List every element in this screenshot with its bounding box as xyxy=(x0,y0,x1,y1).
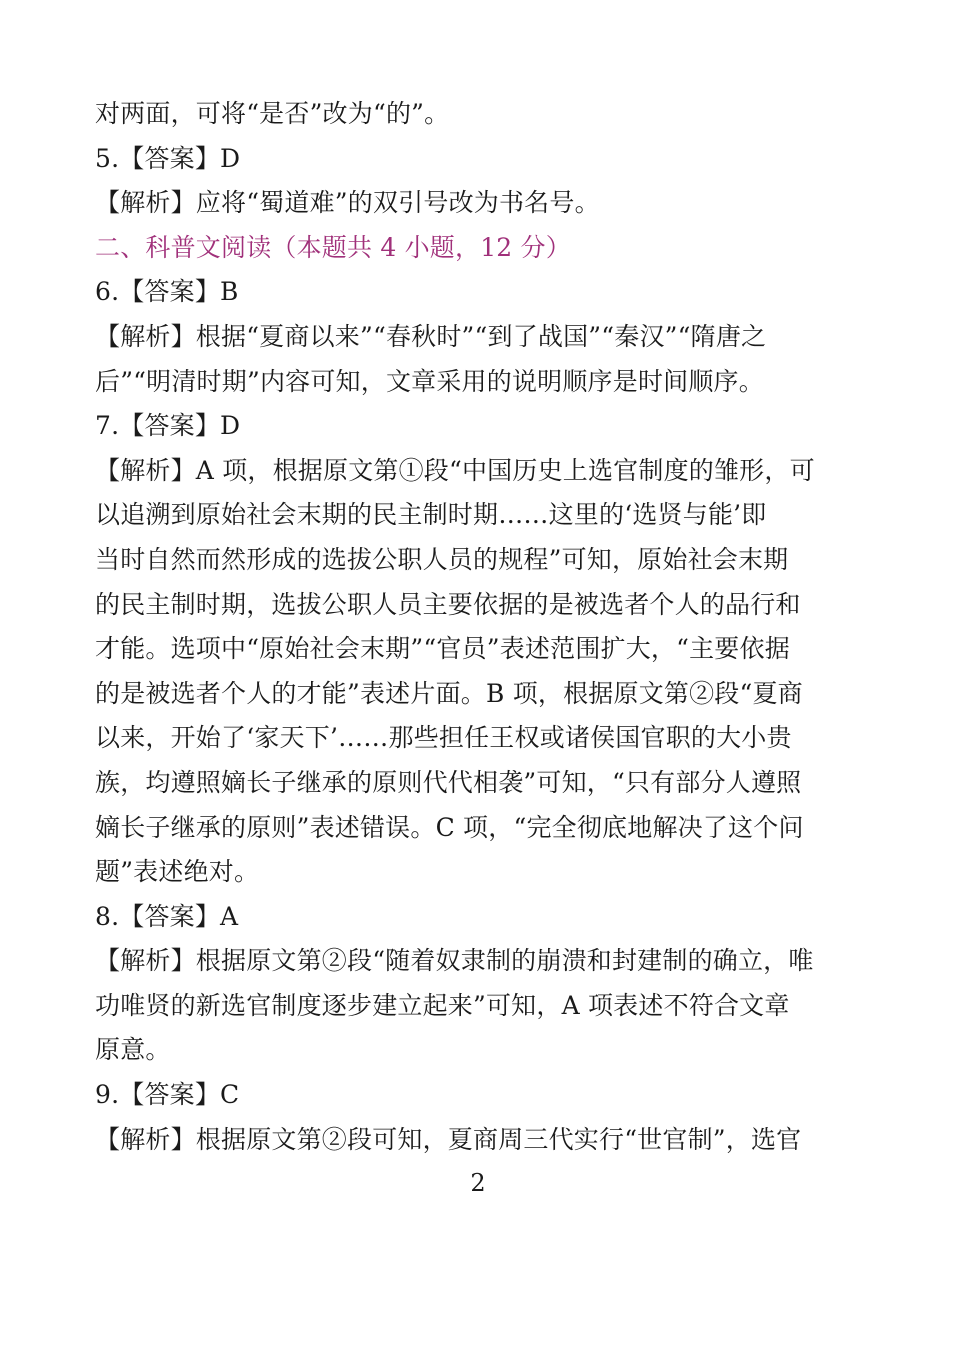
text-line: 当时自然而然形成的选拔公职人员的规程”可知，原始社会末期 xyxy=(95,544,789,574)
text-line: 后”“明清时期”内容可知，文章采用的说明顺序是时间顺序。 xyxy=(95,366,764,396)
answer-line-5: 5.【答案】D xyxy=(95,143,241,173)
text-line: 以追溯到原始社会末期的民主制时期……这里的‘选贤与能’即 xyxy=(95,500,767,530)
analysis-line: 【解析】根据原文第②段“随着奴隶制的崩溃和封建制的确立，唯 xyxy=(95,946,814,976)
analysis-line: 【解析】应将“蜀道难”的双引号改为书名号。 xyxy=(95,188,600,218)
answer-line-6: 6.【答案】B xyxy=(95,277,239,307)
answer-line-9: 9.【答案】C xyxy=(95,1080,240,1110)
analysis-line: 【解析】根据原文第②段可知，夏商周三代实行“世官制”，选官 xyxy=(95,1124,802,1154)
analysis-line: 【解析】根据“夏商以来”“春秋时”“到了战国”“秦汉”“隋唐之 xyxy=(95,321,767,351)
analysis-line: 【解析】A 项，根据原文第①段“中国历史上选官制度的雏形，可 xyxy=(95,455,815,485)
text-line: 的民主制时期，选拔公职人员主要依据的是被选者个人的品行和 xyxy=(95,589,801,619)
text-line: 对两面，可将“是否”改为“的”。 xyxy=(95,99,450,128)
answer-line-7: 7.【答案】D xyxy=(95,411,241,441)
section-heading: 二、科普文阅读（本题共 4 小题，12 分） xyxy=(95,232,571,262)
page-number: 2 xyxy=(470,1169,486,1197)
text-line: 嫡长子继承的原则”表述错误。C 项，“完全彻底地解决了这个问 xyxy=(95,812,804,842)
text-line: 以来，开始了‘家天下’……那些担任王权或诸侯国官职的大小贵 xyxy=(95,723,792,753)
text-line: 的是被选者个人的才能”表述片面。B 项，根据原文第②段“夏商 xyxy=(95,678,803,708)
text-line: 族，均遵照嫡长子继承的原则代代相袭”可知，“只有部分人遵照 xyxy=(95,767,802,797)
answer-line-8: 8.【答案】A xyxy=(95,901,239,931)
text-line: 才能。选项中“原始社会末期”“官员”表述范围扩大，“主要依据 xyxy=(95,634,790,664)
text-line: 功唯贤的新选官制度逐步建立起来”可知，A 项表述不符合文章 xyxy=(95,990,790,1020)
document-body xyxy=(95,92,865,1162)
text-line: 原意。 xyxy=(95,1035,171,1065)
text-line: 题”表述绝对。 xyxy=(95,857,260,887)
